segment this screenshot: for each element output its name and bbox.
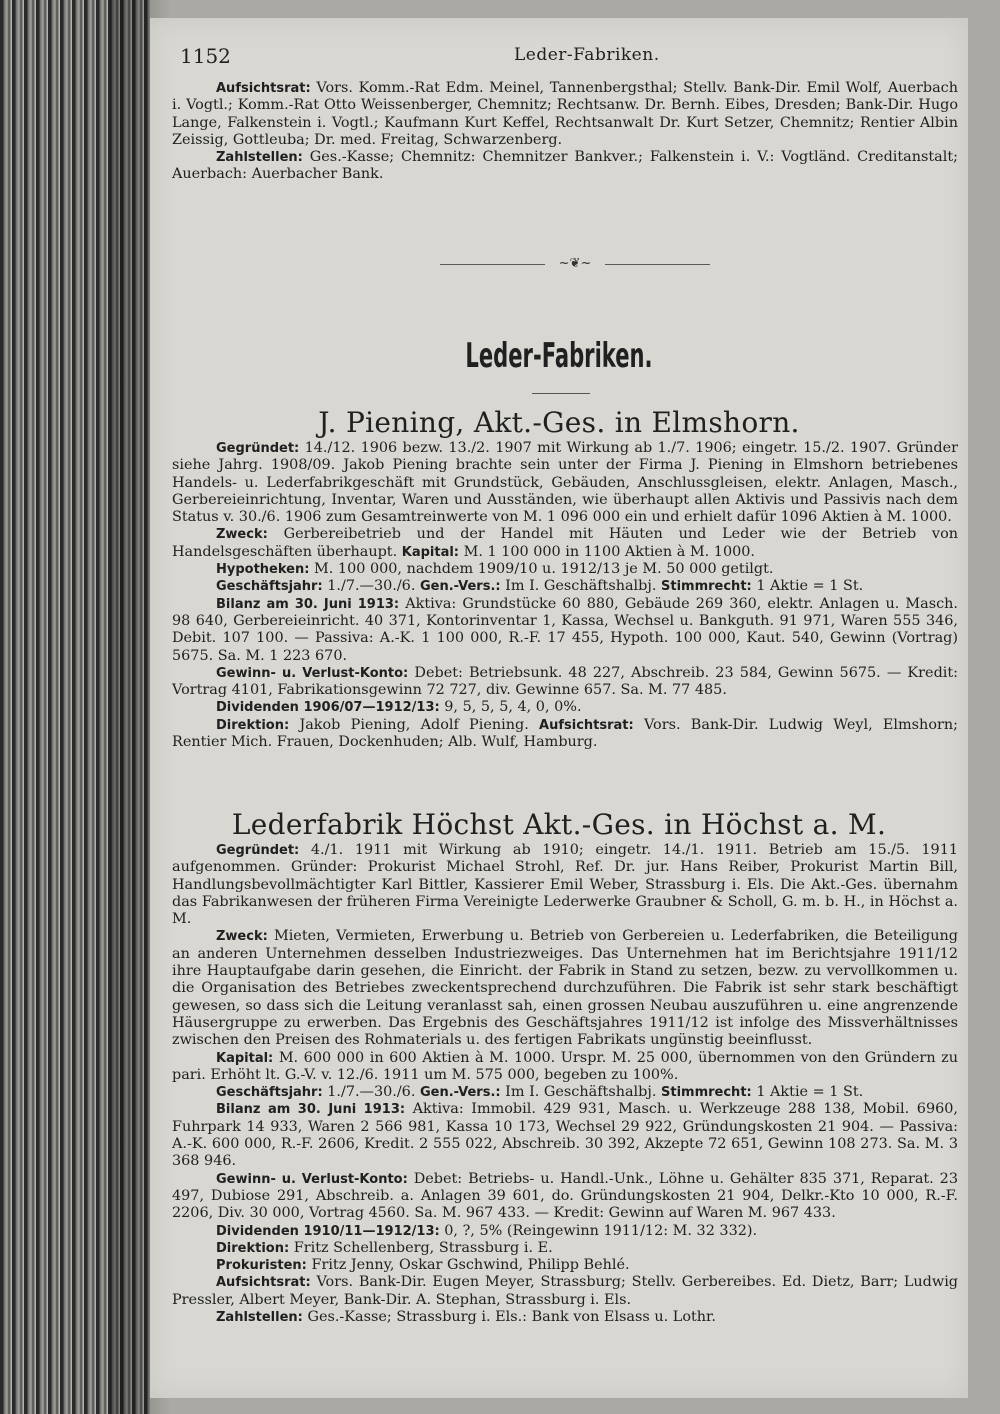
- field-text: Debet: Betriebsunk. 48 227, Abschreib. 23 584, Gewinn 5675. — Kredit: Vortrag 4101, Fabrikationsgewinn 72 727, div. Gewinne 657. Sa. M. 77 485.: [172, 664, 959, 699]
- title-underline: [532, 393, 590, 394]
- field-label: Gen.-Vers.:: [420, 1085, 501, 1101]
- field-label: Zweck:: [216, 929, 268, 945]
- company-entry-piening: [172, 440, 958, 751]
- field-text: M. 1 100 000 in 1100 Aktien à M. 1000.: [463, 543, 756, 560]
- entry-field: [172, 1257, 958, 1274]
- entry-field: [172, 699, 958, 716]
- field-text: Debet: Betriebs- u. Handl.-Unk., Löhne u. Gehälter 835 371, Reparat. 23 497, Dubiose 291, Abschreib. a. Anlagen 39 601, do. Gründungskosten 21 904, Delkr.-Kto 10 000, R.-F. 2206, Div. 30 000, Vortrag 4560. Sa. M. 967 433. — Kredit: Gewinn auf Waren M. 967 433.: [172, 1170, 958, 1222]
- company-entry-hoechst: [172, 842, 958, 1326]
- field-label: Gegründet:: [216, 843, 300, 858]
- entry-field: [172, 596, 958, 665]
- field-label: Gegründet:: [216, 441, 300, 456]
- field-label: Gewinn- u. Verlust-Konto:: [216, 1171, 408, 1187]
- book-page: [150, 18, 968, 1398]
- entry-field: [172, 1309, 958, 1326]
- field-text: 1 Aktie = 1 St.: [756, 578, 864, 595]
- field-label: Bilanz am 30. Juni 1913:: [216, 596, 400, 612]
- entry-field: [172, 842, 958, 928]
- ornament-icon: ~❦~: [545, 256, 605, 272]
- entry-field: [172, 561, 958, 578]
- field-text: Fritz Jenny, Oskar Gschwind, Philipp Behlé.: [311, 1257, 630, 1274]
- entry-field: [172, 665, 958, 700]
- entry-field: [172, 1101, 958, 1170]
- field-text: Fritz Schellenberg, Strassburg i. E.: [293, 1239, 553, 1256]
- field-text: Aktiva: Grundstücke 60 880, Gebäude 269 360, elektr. Anlagen u. Masch. 98 640, Gerbereieinricht. 40 371, Kontorinventar 1, Kassa, Wechsel u. Bankguth. 91 971, Waren 555 346, Debit. 107 100. — Passiva: A.-K. 1 100 000, R.-F. 17 455, Hypoth. 100 000, Kaut. 540, Gewinn (Vortrag) 5675. Sa. M. 1 223 670.: [172, 595, 958, 664]
- field-text: Aktiva: Immobil. 429 931, Masch. u. Werkzeuge 288 138, Mobil. 6960, Fuhrpark 14 933, Waren 2 566 981, Kassa 10 173, Wechsel 29 922, Gründungskosten 21 904. — Passiva: A.-K. 600 000, R.-F. 2606, Kredit. 2 555 022, Abschreib. 30 392, Akzepte 72 651, Gewinn 108 273. Sa. M. 3 368 946.: [172, 1101, 958, 1170]
- field-text: Mieten, Vermieten, Erwerbung u. Betrieb von Gerbereien u. Lederfabriken, die Beteiligung an anderen Unternehmen desselben Industriezweiges. Das Unternehmen hat im Berichtsjahre 1911/12 ihre Hauptaufgabe darin gesehen, die Einricht. der Fabrik in Stand zu setzen, bezw. zu vervollkommen u. die Organisation des Betriebes zweckentsprechend durchzuführen. Die Fabrik ist sehr stark beschäftigt gewesen, so dass sich die Leitung veranlasst sah, einen grossen Neubau auszuführen u. eine angrenzende Häusergruppe zu erwerben. Das Ergebnis des Geschäftsjahres 1911/12 ist infolge des Missverhältnisses zwischen den Preisen des Rohmaterials u. des fertigen Fabrikats ungünstig beeinflusst.: [172, 928, 958, 1049]
- field-text: 4./1. 1911 mit Wirkung ab 1910; eingetr. 14./1. 1911. Betrieb am 15./5. 1911 aufgenommen. Gründer: Prokurist Michael Strohl, Ref. Dr. jur. Hans Reiber, Prokurist Martin Bill, Handlungsbevollmächtigter Karl Bittler, Kassierer Emil Weber, Strassburg i. Els. Die Akt.-Ges. übernahm das Fabrikanwesen der früheren Firma Vereinigte Lederwerke Graubner & Scholl, G. m. b. H., in Höchst a. M.: [172, 842, 959, 928]
- entry-field: [172, 1050, 958, 1085]
- field-label: Dividenden 1910/11—1912/13:: [216, 1223, 440, 1239]
- field-label: Dividenden 1906/07—1912/13:: [216, 700, 440, 716]
- field-label: Aufsichtsrat:: [539, 717, 634, 733]
- field-label: Aufsichtsrat:: [216, 81, 311, 96]
- field-label: Hypotheken:: [216, 562, 310, 578]
- field-label: Kapital:: [401, 544, 459, 560]
- field-text: M. 600 000 in 600 Aktien à M. 1000. Urspr. M. 25 000, übernommen von den Gründern zu pari. Erhöht lt. G.-V. v. 12./6. 1911 um M. 575 000, begeben zu 100%.: [172, 1049, 958, 1083]
- field-text: Im I. Geschäftshalbj.: [505, 1084, 657, 1101]
- company-title-hoechst: Lederfabrik Höchst Akt.-Ges. in Höchst a. M.: [231, 808, 887, 841]
- field-label: Zahlstellen:: [216, 1310, 303, 1326]
- page-header: [180, 44, 950, 68]
- field-text: 1 Aktie = 1 St.: [756, 1084, 864, 1101]
- field-text: 1./7.—30./6.: [327, 1084, 416, 1101]
- entry-field: [172, 928, 958, 1049]
- entry-field: [172, 1240, 958, 1257]
- field-text: 9, 5, 5, 5, 4, 0, 0%.: [444, 699, 582, 716]
- field-text: Vors. Bank-Dir. Ludwig Weyl, Elmshorn; Rentier Mich. Frauen, Dockenhuden; Alb. Wulf, Hamburg.: [172, 716, 958, 751]
- field-label: Gewinn- u. Verlust-Konto:: [216, 665, 409, 681]
- company-title-piening: J. Piening, Akt.-Ges. in Elmshorn.: [318, 406, 800, 439]
- field-text: 1./7.—30./6.: [327, 578, 416, 595]
- prev-aufsichtsrat: [172, 80, 958, 149]
- prev-zahlstellen: [172, 149, 958, 184]
- field-label: Gen.-Vers.:: [420, 579, 501, 595]
- field-text: Jakob Piening, Adolf Piening.: [299, 716, 529, 733]
- field-text: Vors. Komm.-Rat Edm. Meinel, Tannenbergsthal; Stellv. Bank-Dir. Emil Wolf, Auerbach i. Vogtl.; Komm.-Rat Otto Weissenberger, Chemnitz; Rechtsanw. Dr. Bernh. Eibes, Dresden; Bank-Dir. Hugo Lange, Falkenstein i. Vogtl.; Kaufmann Kurt Keffel, Rechtsanwalt Dr. Kurt Setzer, Chemnitz; Rentier Albin Zeissig, Gottleuba; Dr. med. Freitag, Schwarzenberg.: [172, 80, 958, 148]
- entry-field: [172, 526, 958, 561]
- field-label: Bilanz am 30. Juni 1913:: [216, 1102, 406, 1118]
- field-label: Zahlstellen:: [216, 150, 303, 166]
- entry-field: [172, 1171, 958, 1223]
- previous-entry-tail: [172, 80, 958, 184]
- field-label: Stimmrecht:: [661, 579, 752, 595]
- entry-field: [172, 717, 958, 752]
- entry-field: [172, 1274, 958, 1309]
- field-label: Geschäftsjahr:: [216, 579, 323, 595]
- field-text: 14./12. 1906 bezw. 13./2. 1907 mit Wirkung ab 1./7. 1906; eingetr. 15./2. 1907. Gründer siehe Jahrg. 1908/09. Jakob Piening brachte sein unter der Firma J. Piening in Elmshorn betriebenes Handels- u. Lederfabrikgeschäft mit Grundstück, Gebäuden, Anschlussgleisen, elektr. Anlagen, Masch., Gerbereieinrichtung, Inventar, Waren und Ausständen, wie überhaupt allen Aktivis und Passivis nach dem Status v. 30./6. 1906 zum Gesamtreinwerte von M. 1 096 000 ein und erhielt dafür 1096 Aktien à M. 1000.: [172, 440, 958, 526]
- page-number: 1152: [180, 44, 231, 68]
- running-head: Leder-Fabriken.: [514, 45, 660, 65]
- field-label: Prokuristen:: [216, 1258, 307, 1274]
- entry-field: [172, 1223, 958, 1240]
- field-text: Vors. Bank-Dir. Eugen Meyer, Strassburg; Stellv. Gerbereibes. Ed. Dietz, Barr; Ludwig Pressler, Albert Meyer, Bank-Dir. A. Stephan, Strassburg i. Els.: [172, 1274, 959, 1308]
- field-label: Zweck:: [216, 527, 268, 543]
- field-text: 0, ?, 5% (Reingewinn 1911/12: M. 32 332).: [444, 1222, 758, 1239]
- field-label: Stimmrecht:: [661, 1085, 752, 1101]
- section-title: Leder-Fabriken.: [465, 336, 653, 376]
- field-text: M. 100 000, nachdem 1909/10 u. 1912/13 je M. 50 000 getilgt.: [314, 561, 774, 578]
- entry-field: [172, 578, 958, 595]
- field-text: Im I. Geschäftshalbj.: [505, 578, 657, 595]
- field-text: Gerbereibetrieb und der Handel mit Häuten und Leder wie der Betrieb von Handelsgeschäften überhaupt.: [172, 526, 958, 560]
- field-label: Direktion:: [216, 717, 290, 733]
- entry-field: [172, 440, 958, 526]
- field-text: Ges.-Kasse; Chemnitz: Chemnitzer Bankver.; Falkenstein i. V.: Vogtländ. Creditanstalt; Auerbach: Auerbacher Bank.: [172, 149, 959, 183]
- entry-field: [172, 1084, 958, 1101]
- field-label: Direktion:: [216, 1240, 290, 1256]
- field-label: Kapital:: [216, 1050, 274, 1066]
- field-label: Geschäftsjahr:: [216, 1085, 323, 1101]
- field-label: Aufsichtsrat:: [216, 1275, 311, 1291]
- field-text: Ges.-Kasse; Strassburg i. Els.: Bank von Elsass u. Lothr.: [307, 1309, 716, 1326]
